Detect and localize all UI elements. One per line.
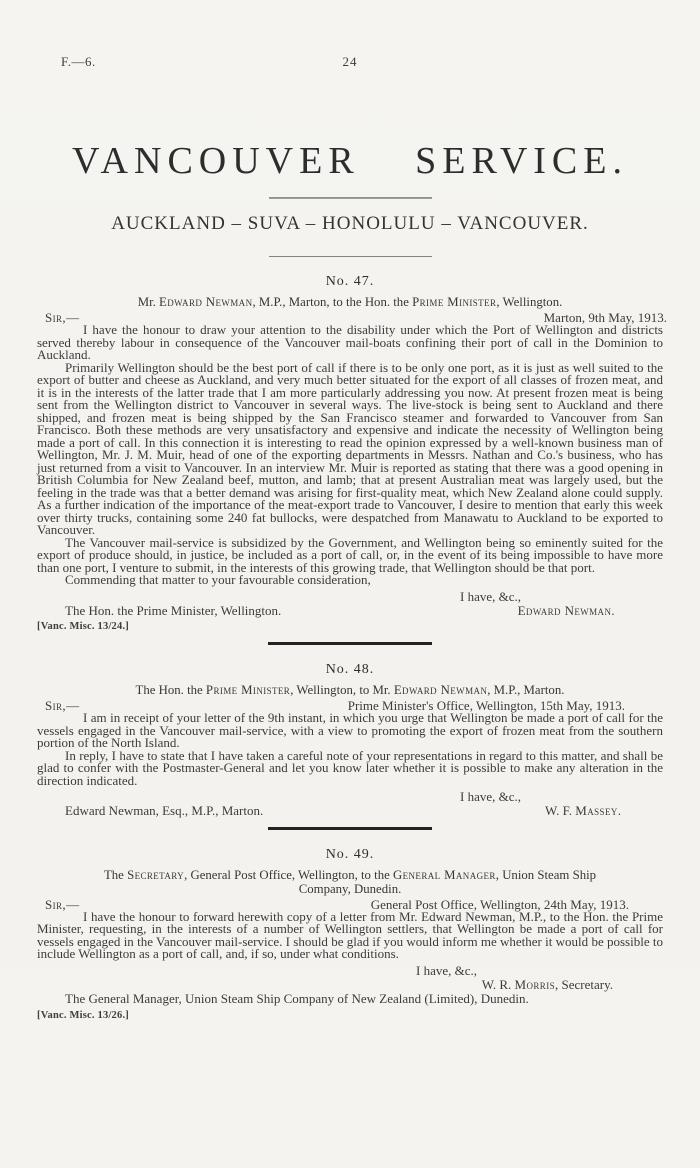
valediction: I have, &c., <box>415 962 477 978</box>
signature-name: Morris <box>514 976 555 992</box>
heading-name: Edward Newman <box>159 295 253 309</box>
salutation: Sir,— <box>45 896 80 912</box>
signoff-row <box>37 804 663 818</box>
letter-no-47 <box>37 274 667 633</box>
letter-paragraph: Primarily Wellington should be the best port of call if there is to be only one port, as it is just as well suited to the export of butter and cheese as Auckland, and very much better situated for the export of all classes of frozen meat, and it is in the interests of the latter trade that I am more particularly addressing you now. At present frozen meat is being sent from the Wellington district to Vancouver in several ways. The live-stock is being sent to Auckland and there shipped, and frozen meat is being shipped by the San Francisco steamer and forwarded to Vancouver from San Francisco. Both these methods are very unsatisfactory and expensive and indicate the necessity of Wellington being made a port of call. In this connection it is interesting to read the opinion expressed by a well-known business man of Wellington, Mr. J. M. Muir, head of one of the exporting departments in Messrs. Nathan and Co.'s business, who has just returned from a visit to Vancouver. In an interview Mr. Muir is reported as stating that there was a good opening in British Columbia for New Zealand beef, mutton, and lamb; that at present Australian meat was largely used, but the feeling in the trade was that a better demand was arising for first-quality meat, which New Zealand alone could supply. As a further indication of the importance of the meat-export trade to Vancouver, I desire to mention that early this week over thirty trucks, containing some 240 fat bullocks, were despatched from Manawatu to Auckland to be exported to Vancouver. <box>37 359 663 537</box>
document-reference: F.—6. <box>61 54 96 69</box>
valediction: I have, &c., <box>459 588 521 604</box>
letter-paragraph: I have the honour to forward herewith copy of a letter from Mr. Edward Newman, M.P., to the Hon. the Prime Minister, requesting, in the interests of a number of Wellington settlers, that Wellington be made a port of call for vessels engaged in the Vancouver mail-service. I should be glad if you would inform me whether it would be possible to include Wellington as a port of call, and, if so, under what conditions. <box>37 908 663 961</box>
signature-text: W. R. <box>481 976 515 992</box>
heading-text: Mr. <box>137 295 160 309</box>
heading-text: , General Post Office, Wellington, to the <box>184 867 393 882</box>
addressee: The Hon. the Prime Minister, Wellington. <box>65 602 282 618</box>
page-number: 24 <box>342 54 358 69</box>
letter-no-49 <box>37 847 663 1022</box>
signature <box>518 604 663 618</box>
letter-heading <box>37 683 663 697</box>
signature-name: Edward Newman. <box>517 602 615 618</box>
heading-text: , Wellington. <box>496 295 563 309</box>
heading-name: Secretary <box>127 867 185 882</box>
salutation: Sir,— <box>45 310 80 325</box>
signature-text: , Secretary. <box>555 976 613 992</box>
heading-name: General Manager <box>392 867 496 882</box>
letter-paragraph: I am in receipt of your letter of the 9th instant, in which you urge that Wellington be made a port of call for the vessels engaged in the Vancouver mail-service, with a view to promoting the export of frozen meat from the southern portion of the North Island. <box>37 710 663 750</box>
subtitle-divider <box>269 256 432 257</box>
heading-text: The <box>103 867 128 882</box>
heading-text: , Union Steam Ship <box>495 867 597 882</box>
signature-text: . <box>617 803 621 818</box>
letter-no-48 <box>37 662 663 818</box>
heading-name: Prime Minister <box>412 295 497 309</box>
signature <box>545 804 663 818</box>
letter-number: No. 48. <box>325 662 375 677</box>
heading-text: , M.P., Marton, to the Hon. the <box>252 295 413 309</box>
signoff-row <box>37 604 663 618</box>
heading-text: Company, Dunedin. <box>298 881 402 896</box>
salutation: Sir,— <box>45 698 80 713</box>
heading-text: , Wellington, to Mr. <box>290 683 394 697</box>
signature-name: Massey <box>575 803 618 818</box>
letter-paragraph: I have the honour to draw your attention to the disability under which the Port of Wellington and districts served thereby labour in consequence of the Vancouver mail-boats confining their port of call in the Dominion to Auckland. <box>37 322 663 362</box>
heading-text: , M.P., Marton. <box>487 683 565 697</box>
heading-name: Edward Newman <box>393 683 488 697</box>
heading-text: The Hon. the <box>135 683 206 697</box>
letter-number: No. 47. <box>325 274 375 289</box>
dateline: General Post Office, Wellington, 24th May, 1913. <box>370 896 629 912</box>
letter-heading <box>37 295 663 309</box>
addressee: Edward Newman, Esq., M.P., Marton. <box>65 803 264 818</box>
section-divider <box>268 642 432 645</box>
signature <box>37 978 663 992</box>
letter-number: No. 49. <box>325 846 375 862</box>
letter-paragraph: In reply, I have to state that I have taken a careful note of your representations in regard to this matter, and shall be glad to confer with the Postmaster-General and let you know later whether it is possible to make any alteration in the direction indicated. <box>37 747 663 788</box>
letter-heading <box>37 868 663 896</box>
dateline: Prime Minister's Office, Wellington, 15th May, 1913. <box>347 698 625 713</box>
title-divider <box>269 197 432 199</box>
addressee: The General Manager, Union Steam Ship Company of New Zealand (Limited), Dunedin. <box>65 991 529 1006</box>
heading-name: Prime Minister <box>205 683 291 697</box>
file-reference: [Vanc. Misc. 13/26.] <box>37 1009 129 1021</box>
document-title: VANCOUVER SERVICE. <box>72 140 628 182</box>
signature-text: W. F. <box>545 803 576 818</box>
file-reference: [Vanc. Misc. 13/24.] <box>37 621 129 632</box>
valediction: I have, &c., <box>459 789 521 804</box>
dateline: Marton, 9th May, 1913. <box>543 310 667 325</box>
section-divider <box>268 827 432 830</box>
page-header <box>37 54 663 70</box>
page-content <box>37 0 667 1022</box>
letter-paragraph: Commending that matter to your favourable consideration, <box>65 572 371 587</box>
route-subtitle: AUCKLAND – SUVA – HONOLULU – VANCOUVER. <box>111 213 589 234</box>
letter-paragraph: The Vancouver mail-service is subsidized by the Government, and Wellington being so eminently suited for the export of produce should, in justice, be included as a port of call, or, in the event of its being impossible to have more than one port, I venture to submit, in the interests of this growing trade, that Wellington should be that port. <box>37 534 663 575</box>
